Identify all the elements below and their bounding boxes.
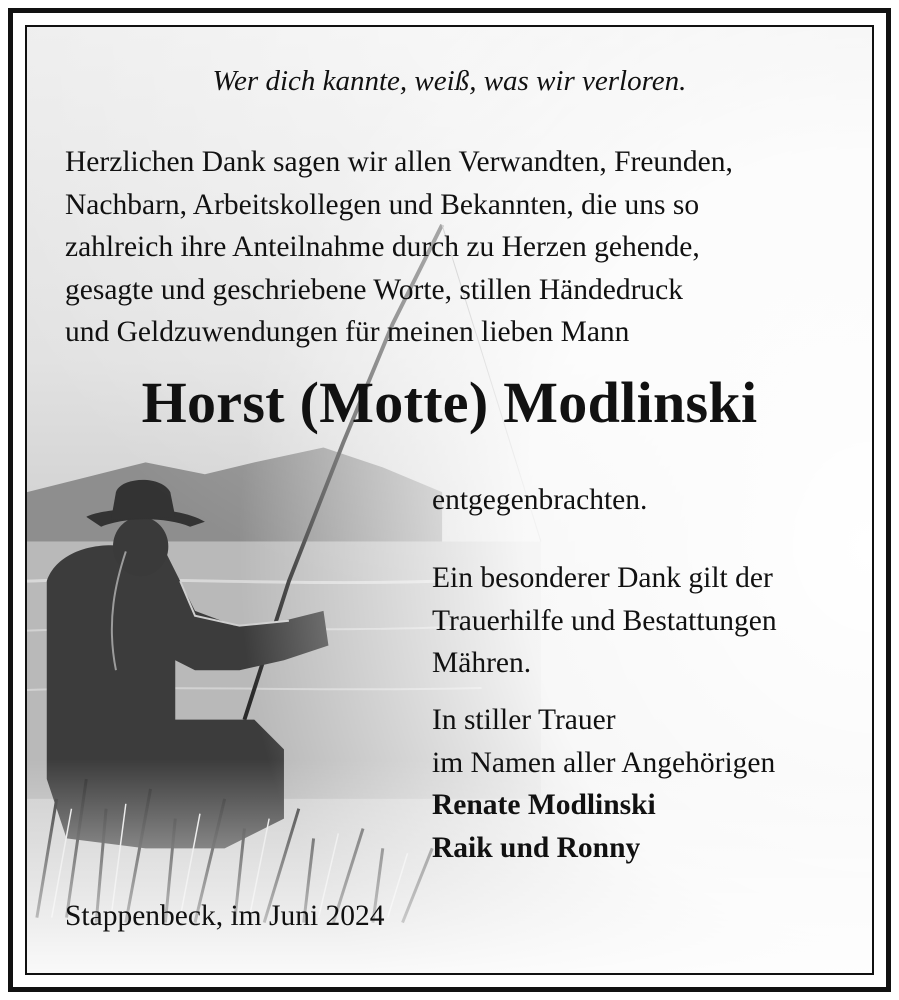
thanks-line: Nachbarn, Arbeitskollegen und Bekannten, die uns so [65,188,700,221]
continuation-line: entgegenbrachten. [432,484,648,516]
signatory-name: Raik und Ronny [432,831,641,864]
thanks-line: gesagte und geschriebene Worte, stillen Händedruck [65,273,684,306]
special-thanks-line: Trauerhilfe und Bestattungen [432,604,777,637]
ad-content [27,27,872,973]
signatory-name: Renate Modlinski [432,789,656,821]
thanks-line: Herzlichen Dank sagen wir allen Verwandten, Freunden, [65,146,733,178]
inner-frame [25,25,874,975]
motto-quote: Wer dich kannte, weiß, was wir verloren. [212,65,687,97]
outer-frame [8,8,891,992]
deceased-name: Horst (Motte) Modlinski [141,370,758,435]
thanks-line: und Geldzuwendungen für meinen lieben Mann [65,316,630,348]
continuation-text [432,479,837,522]
mourning-block [432,699,837,869]
special-thanks-line: Ein besonderer Dank gilt der [432,562,773,594]
thanks-paragraph [65,141,837,354]
special-thanks-line: Mähren. [432,647,532,679]
mourning-line: In stiller Trauer [432,704,616,736]
mourning-line: im Namen aller Angehörigen [432,746,776,779]
special-thanks [432,557,837,685]
thanks-line: zahlreich ihre Anteilnahme durch zu Herzen gehende, [65,231,700,263]
place-date: Stappenbeck, im Juni 2024 [65,900,385,932]
